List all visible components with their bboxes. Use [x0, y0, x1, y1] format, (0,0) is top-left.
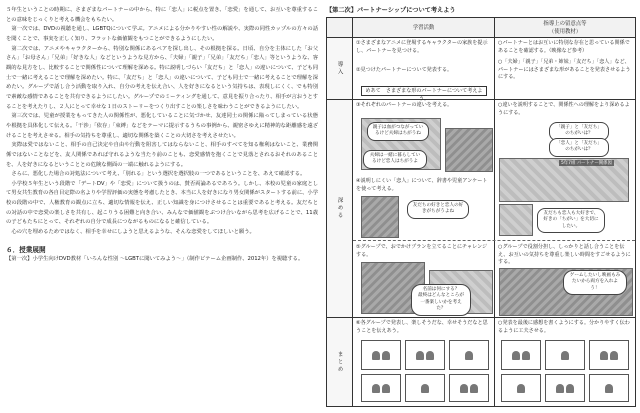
speech-bubble-5: 友だちの好きと恋人の好きがちがうよね	[407, 200, 469, 219]
speech-bubble-3: 「親子」と「友だち」のちがいは？	[549, 122, 609, 141]
summary-guide-1: ○発表を最後に感想を書くようにする。分かりやすく伝わるように工夫させる。	[498, 320, 630, 334]
slide-thumbnail-12	[589, 374, 629, 402]
classroom-photo-2	[445, 128, 493, 172]
slide-thumbnail-5	[405, 374, 445, 402]
paragraph-1: ５年生ということの時期に、さまざまなパートナーの中から、特に「恋人」に税点を置き、「恋愛」を通して、お互いを尊重することの意味をじっくりと考える機会をもちたい。	[6, 7, 318, 23]
intro-guide-1: ○パートナーとはお互いに特別な存在と思っている関係であることを確認する。（映像など参考）	[498, 40, 630, 54]
slide-thumbnail-10	[501, 374, 541, 402]
speech-bubble-8: 名前は何にする？ 最終はどんなところが一番楽しいかを考えた？	[411, 284, 471, 316]
lesson-goal: めあて さまざまな形のパートナーについて考えよう。	[361, 86, 487, 96]
lesson-plan-column	[326, 6, 636, 408]
section-text: 【第一次】小学生向けDVD教材「いろんな性別 ～LGBTに聞いてみよう～」（制作ビテーム企画制作、2012年）を視聴する。	[6, 255, 304, 262]
header-learning-activity: 学習活動	[353, 18, 495, 38]
section-heading: ６．授業展開	[6, 245, 46, 254]
paragraph-6: さらに、悪化した場合の対処法について考え、「別れる」という選択を選択肢の一つであるということを、あえて確認する。	[11, 171, 306, 178]
speech-bubble-4: 「恋人」と「友だち」のちがいは？	[549, 138, 609, 157]
photo-caption-1: 5年7組 パートナー関係図	[561, 161, 612, 166]
paragraph-7: 小学校５年生という段階で「デートDV」や「恋愛」について扱うのは、賛否両論あるであろう。しかし、本校の児童の家庭として男女共生教育の各自目定際の名よりや学習評価の実態を考慮したとき、本当に人を好きになり男女関係がスタートする前に、小学校の段階の中で、人権教育の観点に立ち、適切な情報を伝え、正しい知識を身につけさせることは重要であると考える。友だちとの対話の中で恋愛の楽しさを共有し、起こりうる困難と向き合い、みんなで価値観をぶつけ合いながら思考を広げることで、11歳の子どもたちにとって、それぞれの自分で成長につながるものになると確信している。	[6, 180, 318, 226]
speech-bubble-2: 夫婦は一緒に暮らしているけど恋人はちがうよ	[363, 150, 427, 169]
classroom-photo-4	[361, 196, 399, 238]
paragraph-8: 心の穴を埋めるためではなく、相手を幸せにしようと思えるような、そんな恋愛をしてほしいと願う。	[11, 229, 255, 236]
slide-thumbnail-3	[449, 340, 489, 370]
intro-guidance	[495, 38, 635, 100]
slide-thumbnail-11	[545, 374, 585, 402]
develop-guide-3: ○グループで役割分担し、しっかりと話し合うことを伝え、お互いの気持ちを尊重し楽しい時間をすごせるようにする。	[498, 244, 631, 266]
intro-step-2: ②見つけたパートナーについて発表する。	[356, 67, 453, 74]
slide-thumbnail-2	[405, 340, 445, 370]
speech-bubble-6: 友だちも恋人も大好きで、好きの「ちがい」を大切にしたい。	[537, 208, 605, 233]
slide-thumbnail-6	[449, 374, 489, 402]
slide-thumbnail-8	[545, 340, 585, 370]
paragraph-4: 第三次では、児童が授業をもってきた人の関係性が、悪化していることに気づかせ、友達同士の関係に陥ってしまっている状態や根拠を具体化して伝える。「干渉」「依存」「束縛」などをテーマに提示するうちの事例から、親密さゆえに精神的な距離感を遠ざけることを考えさせる。相手の気持ちを尊重し、適切な関係を築くことの大切さを考えさせたい。	[6, 113, 318, 139]
classroom-photo-5	[499, 204, 533, 236]
header-stage	[327, 18, 353, 38]
intro-guide-2: ○「夫婦」「親子」「兄弟・姉妹」「友だち」「恋人」など、パートナーにはさまざまな形があることを発表させるようにする。	[498, 59, 631, 81]
header-guidance-notes: 指導上の留意点等 （使用教材）	[495, 18, 635, 38]
stage-intro: 導入	[327, 38, 353, 100]
stage-summary: まとめ	[327, 318, 353, 406]
develop-step-4: ④説明しにくい「恋人」について、辞書や児童アンケートを使って考える。	[356, 178, 488, 192]
paragraph-2: 第一次では、DVDの視聴を通し、LGBTQについて学ぶ。アニメによる分かりやすい性の解説や、実際の同性カップルの方々の話を聞くことで、事実を正しく知り、フラットな価値観をもつことができるようにしたい。	[6, 26, 318, 42]
develop-guide-1: ○違いを説明することで、関係性への理解をより深めるようにする。	[498, 102, 630, 116]
paragraph-3: 第二次では、アニメやキャラクターから、特別な関係にあるペアを探し出し、その根拠を探る。日頃、自分を主体にした「お父さん」「お母さん」「兄弟」「好きな人」などというような見方から、「夫婦」「親子」「兄弟」「友だち」「恋人」等というような、客観的な見方をし、比較することで関係性について理解を深める。特に説明しづらい「友だち」と「恋人」の違いについて、子ども同士で一緒に考えることで理解を深めたい。特に、「友だち」と「恋人」の違いについて、子ども同士で一緒に考えることで理解を深めたい。グループで話し合う活動を取り入れ、自分の考えを伝え合い、人を好きになるという気持ちは、表現しにくく、でも特別で素敵な感情であることを共有できるようにしたい。グループでのミーティングを通して、意見を振り合ったり、相手が言おうとすることを考えたりし、２人にとって幸せな１日のストーリーをつくり出すことの楽しさを味わうことができるようにしたい。	[6, 45, 318, 110]
develop-step-3: ③それぞれのパートナーの違いを考える。	[356, 102, 453, 108]
lesson-plan-table	[326, 17, 636, 407]
speech-bubble-7: ゲームしたいし映画もみたいから両方を入れよう！	[563, 270, 627, 295]
summary-step-6: ⑥各グループで発表し、楽しそうだな、幸せそうだなと思うことを伝えあう。	[356, 320, 488, 334]
lesson-plan-title: 【第二次】パートナーシップについて考えよう	[326, 7, 456, 14]
intro-step-1: ①さまざまなアニメに登場するキャラクターの家族を提示し、パートナーを見つける。	[356, 40, 488, 54]
develop-step-5: ⑤グループで、おでかけプランを立てることにチャレンジする。	[356, 244, 488, 258]
slide-thumbnail-9	[589, 340, 629, 370]
stage-develop: 深める	[327, 100, 353, 318]
slide-thumbnail-7	[501, 340, 541, 370]
paragraph-5: 実際は愛ではないこと、相手の自己決定や自由や行動を阻害してはならないこと、相手のすべてを知る権利はないこと、業務関係ではないことなどを、友人関係であれば守れるような当たり前のことも、恋愛感情を抱くことで見落とされるおそれのあることを、人を好きになるということとの危険な側面の一端に触れるようにする。	[6, 142, 318, 168]
slide-thumbnail-4	[361, 374, 401, 402]
speech-bubble-1: 親子は血がつながっているけど夫婦はちがうね	[367, 122, 429, 141]
main-text-column	[6, 6, 318, 408]
slide-thumbnail-1	[361, 340, 401, 370]
